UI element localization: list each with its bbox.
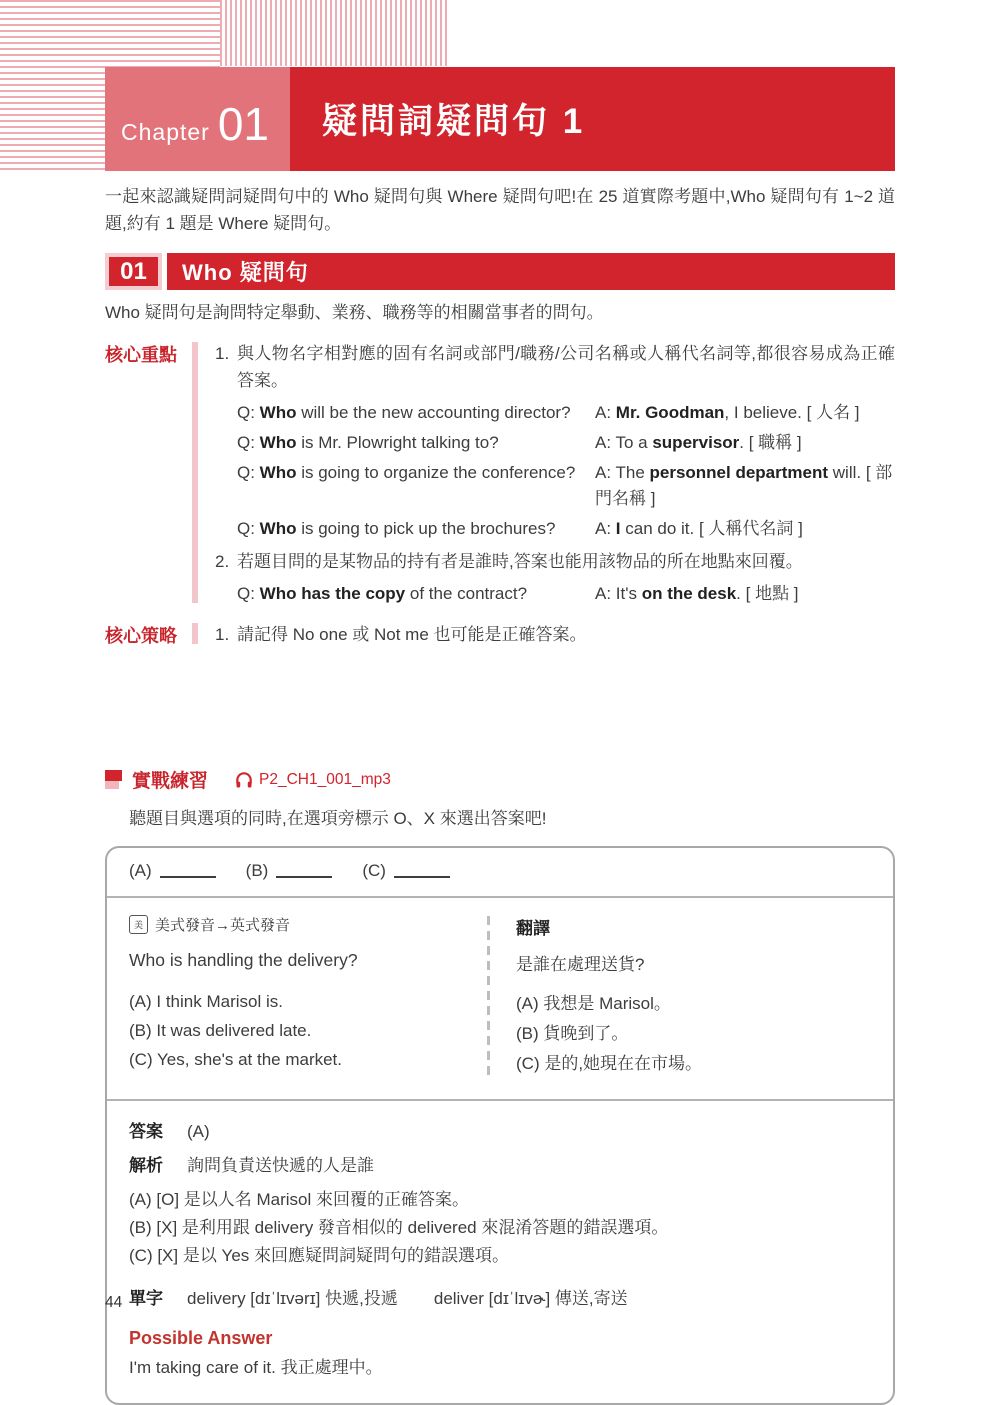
practice-header (105, 766, 895, 793)
section-description: Who 疑問句是詢問特定舉動、業務、職務等的相關當事者的問句。 (105, 303, 604, 322)
blank-letter-c: (C) (362, 861, 386, 880)
answer-value: (A) (187, 1122, 210, 1141)
option-a: (A) I think Marisol is. (129, 992, 283, 1011)
section-square-icon (105, 770, 122, 789)
blank-letter-a: (A) (129, 861, 152, 880)
translation-column (490, 914, 893, 1079)
qa-example: Q: Who is Mr. Plowright talking to? A: To a supervisor. [ 職稱 ] (237, 433, 802, 452)
question-column (107, 914, 487, 1079)
answer-line (129, 1118, 871, 1145)
core-points-block (105, 340, 895, 607)
chapter-banner (105, 67, 895, 171)
blank-letter-b: (B) (245, 861, 269, 880)
option-c: (C) Yes, she's at the market. (129, 1050, 343, 1069)
analysis-item-c: (C) [X] 是以 Yes 來回應疑問詞疑問句的錯誤選項。 (129, 1246, 510, 1265)
chapter-number-block (105, 67, 290, 171)
core-points-body (198, 340, 895, 607)
qa-example: Q: Who has the copy of the contract? A: It's on the desk. [ 地點 ] (237, 584, 799, 603)
answer-analysis-row (107, 1101, 893, 1403)
analysis-item-a: (A) [O] 是以人名 Marisol 來回覆的正確答案。 (129, 1190, 470, 1209)
headphones-icon (234, 770, 254, 790)
strategy-point-1: 1. 請記得 No one 或 Not me 也可能是正確答案。 (215, 625, 587, 644)
section-header (105, 253, 895, 290)
page-number: 44 (105, 1294, 123, 1311)
vertical-stripes-decoration (220, 0, 448, 66)
analysis-item-b: (B) [X] 是利用跟 delivery 發音相似的 delivered 來混淆答題的錯誤選項。 (129, 1218, 669, 1237)
translation-options (516, 989, 873, 1079)
accent-icon: 美 (129, 915, 148, 934)
audio-file-name: P2_CH1_001_mp3 (259, 770, 391, 788)
chapter-title: 疑問詞疑問句 1 (290, 67, 895, 171)
exercise-options (129, 987, 487, 1074)
translation-question: 是誰在處理送貨? (516, 955, 645, 974)
analysis-items (129, 1186, 871, 1270)
answer-label: 答案 (129, 1122, 163, 1141)
vocab-entry: delivery [dɪˈlɪvərɪ] 快遞,投遞 (187, 1289, 398, 1308)
answer-blanks-row (107, 848, 893, 896)
section-title: Who 疑問句 (167, 253, 895, 290)
analysis-line (129, 1152, 871, 1179)
accent-note-line (129, 914, 487, 935)
accent-note: 美式發音→英式發音 (155, 917, 291, 934)
core-point-1: 1. 與人物名字相對應的固有名詞或部門/職務/公司名稱或人稱代名詞等,都很容易成為正確答案。 (215, 344, 895, 390)
core-strategy-block (105, 621, 895, 648)
analysis-label: 解析 (129, 1156, 163, 1175)
translation-label: 翻譯 (516, 919, 550, 938)
vocab-label: 單字 (129, 1289, 163, 1308)
core-points-label: 核心重點 (105, 345, 177, 365)
translation-option-c: (C) 是的,她現在在市場。 (516, 1054, 703, 1073)
translation-option-b: (B) 貨晚到了。 (516, 1024, 629, 1043)
exercise-question: Who is handling the delivery? (129, 950, 358, 970)
blank-line (276, 862, 332, 878)
exercise-box (105, 846, 895, 1405)
vocab-entry: deliver [dɪˈlɪvɚ] 傳送,寄送 (433, 1289, 628, 1308)
possible-answer-text: I'm taking care of it. 我正處理中。 (129, 1358, 383, 1377)
practice-label: 實戰練習 (132, 771, 209, 792)
question-translation-row (107, 898, 893, 1099)
analysis-text: 詢問負責送快遞的人是誰 (187, 1156, 374, 1175)
translation-option-a: (A) 我想是 Marisol。 (516, 994, 671, 1013)
qa-example: Q: Who is going to organize the conference? A: The personnel department will. [ 部門名稱 ] (237, 463, 893, 508)
section-number: 01 (105, 253, 162, 290)
option-b: (B) It was delivered late. (129, 1021, 312, 1040)
core-strategy-label: 核心策略 (105, 626, 177, 646)
possible-answer-label: Possible Answer (129, 1328, 273, 1348)
qa-example: Q: Who will be the new accounting director? A: Mr. Goodman, I believe. [ 人名 ] (237, 403, 860, 422)
chapter-number: 01 (217, 98, 269, 150)
page-content (105, 183, 895, 1405)
core-point-2: 2. 若題目問的是某物品的持有者是誰時,答案也能用該物品的所在地點來回覆。 (215, 552, 803, 571)
vocab-line (129, 1285, 871, 1312)
qa-example: Q: Who is going to pick up the brochures? A: I can do it. [ 人稱代名詞 ] (237, 519, 803, 538)
intro-paragraph: 一起來認識疑問詞疑問句中的 Who 疑問句與 Where 疑問句吧!在 25 道實際考題中,Who 疑問句有 1~2 道題,約有 1 題是 Where 疑問句。 (105, 187, 895, 233)
chapter-label: Chapter (121, 119, 210, 145)
blank-line (160, 862, 216, 878)
practice-instruction: 聽題目與選項的同時,在選項旁標示 O、X 來選出答案吧! (129, 809, 547, 828)
blank-line (394, 862, 450, 878)
